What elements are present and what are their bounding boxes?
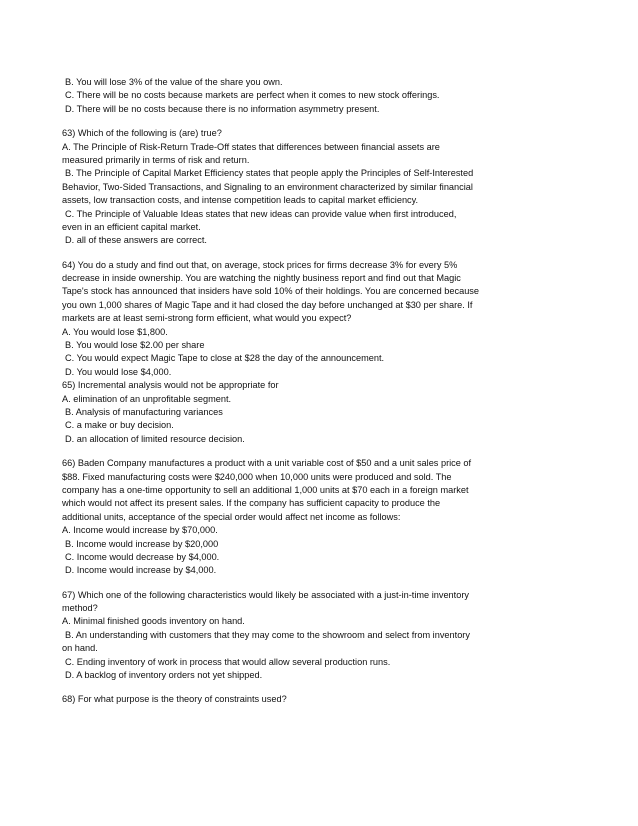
text-line: assets, low transaction costs, and intense competition leads to capital market efficiency.	[62, 195, 419, 206]
text-line: company has a one-time opportunity to sell an additional 1,000 units at $70 each in a foreign market	[62, 484, 469, 495]
text-line: A. You would lose $1,800.	[62, 326, 168, 337]
text-line: C. You would expect Magic Tape to close at $28 the day of the announcement.	[65, 353, 385, 364]
text-line: additional units, acceptance of the special order would affect net income as follows:	[62, 511, 401, 522]
text-line: 66) Baden Company manufactures a product with a unit variable cost of $50 and a unit sales price of	[62, 458, 472, 469]
text-line: D. an allocation of limited resource decision.	[65, 433, 245, 444]
paragraph-gap	[62, 446, 577, 457]
text-line: 64) You do a study and find out that, on average, stock prices for firms decrease 3% for every 5%	[62, 259, 458, 270]
text-line: A. Income would increase by $70,000.	[62, 525, 218, 536]
text-line: measured primarily in terms of risk and return.	[62, 154, 250, 165]
text-line: B. Analysis of manufacturing variances	[65, 406, 223, 417]
text-line: Tape's stock has announced that insiders have sold 10% of their holdings. You are concerned because	[62, 286, 480, 297]
text-line: B. The Principle of Capital Market Efficiency states that people apply the Principles of Self-Interested	[65, 168, 474, 179]
paragraph-gap	[62, 116, 577, 127]
text-line: you own 1,000 shares of Magic Tape and it had closed the day before unchanged at $30 per share. If	[62, 299, 473, 310]
text-line: B. You would lose $2.00 per share	[65, 340, 205, 351]
paragraph-gap	[62, 682, 577, 693]
paragraph-gap	[62, 578, 577, 589]
text-line: $88. Fixed manufacturing costs were $240,000 when 10,000 units were produced and sold. The	[62, 471, 452, 482]
text-line: D. Income would increase by $4,000.	[65, 565, 217, 576]
text-line: C. There will be no costs because markets are perfect when it comes to new stock offerings.	[65, 90, 440, 101]
text-line: 67) Which one of the following characteristics would likely be associated with a just-in-time inventory	[62, 589, 469, 600]
text-line: A. elimination of an unprofitable segment.	[62, 393, 232, 404]
text-line: A. Minimal finished goods inventory on hand.	[62, 616, 245, 627]
text-line: C. a make or buy decision.	[65, 420, 174, 431]
text-line: decrease in inside ownership. You are watching the nightly business report and find out that Magic	[62, 273, 461, 284]
paragraph-gap	[62, 248, 577, 259]
text-line: D. A backlog of inventory orders not yet shipped.	[65, 670, 263, 681]
text-line: D. There will be no costs because there is no information asymmetry present.	[65, 103, 380, 114]
text-line: method?	[62, 603, 98, 614]
text-line: which would not affect its present sales. If the company has sufficient capacity to produce the	[62, 498, 441, 509]
document-page	[62, 76, 577, 707]
text-line: markets are at least semi-strong form efficient, what would you expect?	[62, 313, 352, 324]
text-line: on hand.	[62, 643, 98, 654]
text-line: C. Ending inventory of work in process that would allow several production runs.	[65, 656, 391, 667]
text-line: D. all of these answers are correct.	[65, 235, 207, 246]
text-line: B. You will lose 3% of the value of the share you own.	[65, 77, 283, 87]
text-line: even in an efficient capital market.	[62, 221, 201, 232]
text-line: A. The Principle of Risk-Return Trade-Off states that differences between financial assets are	[62, 141, 440, 152]
text-line: B. Income would increase by $20,000	[65, 538, 219, 549]
text-line: 63) Which of the following is (are) true?	[62, 128, 222, 139]
text-line: D. You would lose $4,000.	[65, 366, 172, 377]
text-line: Behavior, Two-Sided Transactions, and Signaling to an environment characterized by similar financial	[62, 181, 473, 192]
text-line: B. An understanding with customers that they may come to the showroom and select from inventory	[65, 629, 470, 640]
text-line: C. The Principle of Valuable Ideas states that new ideas can provide value when first introduced,	[65, 208, 457, 219]
text-line: 65) Incremental analysis would not be appropriate for	[62, 380, 279, 391]
text-line: 68) For what purpose is the theory of constraints used?	[62, 694, 287, 705]
text-line: C. Income would decrease by $4,000.	[65, 551, 220, 562]
